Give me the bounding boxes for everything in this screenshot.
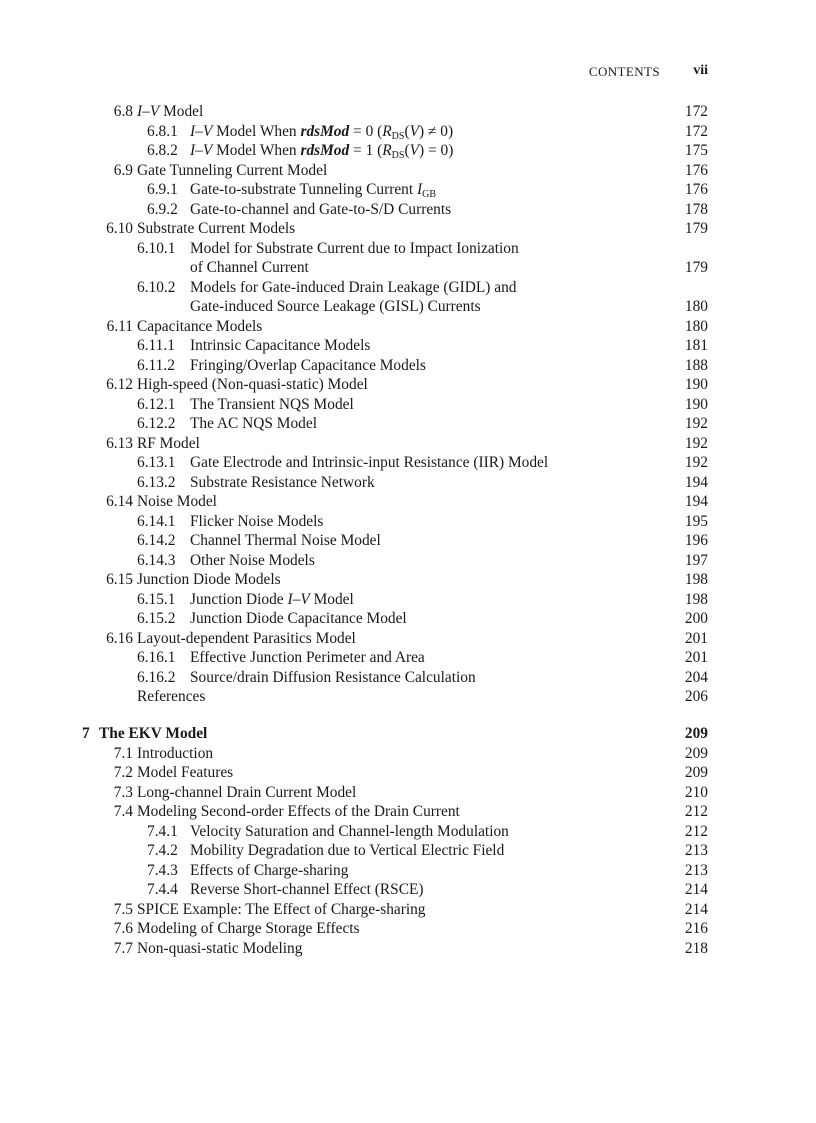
section-title: Gate-to-substrate Tunneling Current $I_{GB}$ — [190, 181, 437, 200]
toc-entry — [0, 336, 816, 356]
toc-entry-references — [0, 687, 816, 707]
page-ref: 216 — [684, 920, 708, 937]
page-ref: 172 — [684, 103, 708, 120]
toc-entry — [0, 609, 816, 629]
section-number: 7.7 — [113, 939, 133, 957]
toc-entry — [0, 802, 816, 822]
section-title: The AC NQS Model — [190, 415, 317, 432]
page-ref: 176 — [684, 181, 708, 198]
section-title: Channel Thermal Noise Model — [190, 532, 381, 549]
toc-entry — [0, 473, 816, 493]
toc-chapter — [0, 724, 816, 744]
page-ref: 188 — [684, 356, 708, 374]
page-ref: 197 — [684, 551, 708, 569]
page-ref: 172 — [684, 122, 708, 140]
page-ref: 179 — [684, 220, 708, 237]
section-title: Layout-dependent Parasitics Model — [137, 629, 356, 647]
section-title: Velocity Saturation and Channel-length Modulation — [190, 822, 509, 840]
section-title: Gate Electrode and Intrinsic-input Resistance (IIR) Model — [190, 454, 549, 471]
section-number: 7.4.4 — [147, 881, 178, 898]
page-ref: 201 — [684, 649, 708, 666]
toc-entry — [0, 629, 816, 649]
section-title: Substrate Resistance Network — [190, 473, 375, 491]
toc-entry — [0, 161, 816, 181]
section-title: High-speed (Non-quasi-static) Model — [137, 376, 368, 393]
toc-entry — [0, 239, 816, 259]
section-title: Models for Gate-induced Drain Leakage (GIDL) and — [190, 278, 517, 296]
section-title: Junction Diode I–V Model — [190, 590, 354, 608]
toc-entry — [0, 141, 816, 161]
toc-entry — [0, 570, 816, 590]
section-number: 6.10 — [106, 220, 133, 237]
toc-entry — [0, 822, 816, 842]
toc-entry — [0, 375, 816, 395]
section-number: 6.14 — [106, 493, 133, 510]
running-header — [0, 63, 816, 81]
section-number: 7.4 — [113, 803, 133, 820]
toc-entry — [0, 414, 816, 434]
page-ref: 206 — [684, 688, 708, 705]
page-ref: 198 — [684, 571, 708, 588]
page-ref: 195 — [684, 512, 708, 530]
page-ref: 179 — [684, 259, 708, 276]
section-number: 6.15.1 — [137, 590, 176, 608]
toc-entry — [0, 900, 816, 920]
page-ref: 181 — [684, 337, 708, 354]
toc-entry — [0, 763, 816, 783]
section-number: 7.4.2 — [147, 842, 178, 859]
page-ref: 178 — [684, 200, 708, 218]
section-number: 7.5 — [113, 900, 133, 918]
section-title: Junction Diode Models — [137, 571, 281, 588]
section-number: 6.9 — [113, 161, 133, 179]
section-title: Modeling Second-order Effects of the Drain Current — [137, 803, 460, 820]
page-ref: 209 — [684, 725, 708, 742]
page-ref: 204 — [684, 668, 708, 686]
toc-entry — [0, 453, 816, 473]
section-number: 6.12.2 — [137, 415, 176, 432]
toc-entry — [0, 434, 816, 454]
section-title: The Transient NQS Model — [190, 395, 354, 413]
page-ref: 176 — [684, 161, 708, 179]
section-number: 6.16.1 — [137, 649, 176, 666]
section-number: 6.10.2 — [137, 278, 176, 296]
section-number: 7.4.1 — [147, 822, 178, 840]
chapter-title: The EKV Model — [99, 725, 208, 742]
section-number: 6.16 — [106, 629, 133, 647]
toc-entry — [0, 551, 816, 571]
section-title: Gate Tunneling Current Model — [137, 161, 328, 179]
page-ref: 209 — [684, 764, 708, 781]
toc-entry — [0, 492, 816, 512]
toc-entry — [0, 648, 816, 668]
section-title: I–V Model When rdsMod = 1 $(R_{DS}(V) = 0)$ — [190, 142, 454, 161]
section-number: 6.14.1 — [137, 512, 176, 530]
section-number: 6.16.2 — [137, 668, 176, 686]
toc-entry — [0, 841, 816, 861]
section-title: Modeling of Charge Storage Effects — [137, 920, 360, 937]
toc-entry — [0, 278, 816, 298]
section-title: Intrinsic Capacitance Models — [190, 337, 371, 354]
section-number: 7.3 — [113, 783, 133, 801]
page-ref: 196 — [684, 532, 708, 549]
section-number: 7.4.3 — [147, 861, 178, 879]
toc-entry — [0, 590, 816, 610]
chapter-number: 7 — [82, 725, 90, 742]
section-number: 6.15.2 — [137, 610, 176, 627]
page-ref: 180 — [684, 317, 708, 335]
section-title: Effective Junction Perimeter and Area — [190, 649, 425, 666]
toc-entry — [0, 102, 816, 122]
toc-entry — [0, 122, 816, 142]
section-number: 6.13.1 — [137, 454, 176, 471]
section-number: 6.11.2 — [137, 356, 175, 374]
toc-entry — [0, 219, 816, 239]
section-title: Flicker Noise Models — [190, 512, 324, 530]
section-title: Long-channel Drain Current Model — [137, 783, 357, 801]
section-number: 6.9.1 — [147, 181, 178, 198]
section-title: of Channel Current — [190, 259, 309, 276]
section-title: Other Noise Models — [190, 551, 315, 569]
section-number: 6.11 — [106, 317, 133, 335]
section-number: 7.1 — [113, 744, 133, 762]
section-title: Gate-to-channel and Gate-to-S/D Currents — [190, 200, 452, 218]
page-ref: 214 — [684, 881, 708, 898]
page-ref: 198 — [684, 590, 708, 608]
toc-entry — [0, 744, 816, 764]
toc-entry-continuation — [0, 258, 816, 278]
page-ref: 190 — [684, 376, 708, 393]
toc-entry — [0, 939, 816, 959]
section-number: 6.10.1 — [137, 239, 176, 257]
section-title: SPICE Example: The Effect of Charge-sharing — [137, 900, 426, 918]
section-number: 6.15 — [106, 571, 133, 588]
page-ref: 210 — [684, 783, 708, 801]
section-number: 6.9.2 — [147, 200, 178, 218]
section-title: Model Features — [137, 764, 234, 781]
page-ref: 192 — [684, 415, 708, 432]
page-ref: 214 — [684, 900, 708, 918]
section-title: RF Model — [137, 434, 200, 452]
section-title: Reverse Short-channel Effect (RSCE) — [190, 881, 424, 898]
section-title: Mobility Degradation due to Vertical Electric Field — [190, 842, 505, 859]
section-number: 6.8.2 — [147, 142, 178, 159]
section-title: Noise Model — [137, 493, 217, 510]
page-ref: 201 — [684, 629, 708, 647]
page-ref: 175 — [684, 142, 708, 159]
page-ref: 213 — [684, 842, 708, 859]
toc-entry — [0, 200, 816, 220]
toc-entry — [0, 512, 816, 532]
section-number: 6.8.1 — [147, 122, 178, 140]
section-number: 6.12.1 — [137, 395, 176, 413]
section-number: 7.6 — [113, 920, 133, 937]
toc-entry — [0, 356, 816, 376]
section-number: 6.14.3 — [137, 551, 176, 569]
section-title: Substrate Current Models — [137, 220, 296, 237]
section-number: 6.11.1 — [137, 337, 175, 354]
section-number: 6.8 — [113, 103, 133, 120]
page-ref: 212 — [684, 822, 708, 840]
section-title: Non-quasi-static Modeling — [137, 939, 303, 957]
page-ref: 190 — [684, 395, 708, 413]
section-title: Model for Substrate Current due to Impact Ionization — [190, 239, 519, 257]
section-number: 6.14.2 — [137, 532, 176, 549]
toc-entry — [0, 783, 816, 803]
section-title: Capacitance Models — [137, 317, 263, 335]
toc-entry — [0, 861, 816, 881]
toc-entry — [0, 395, 816, 415]
section-title: Source/drain Diffusion Resistance Calculation — [190, 668, 476, 686]
section-number: 6.12 — [106, 376, 133, 393]
page-ref: 209 — [684, 744, 708, 762]
toc-entry — [0, 668, 816, 688]
section-title: Introduction — [137, 744, 214, 762]
page-ref: 200 — [684, 610, 708, 627]
toc-entry — [0, 180, 816, 200]
section-number: 6.13.2 — [137, 473, 176, 491]
section-title: Gate-induced Source Leakage (GISL) Currents — [190, 298, 481, 315]
section-title: Effects of Charge-sharing — [190, 861, 349, 879]
page-ref: 194 — [684, 493, 708, 510]
section-title: I–V Model — [137, 103, 204, 120]
section-number: 6.13 — [106, 434, 133, 452]
page-ref: 218 — [684, 939, 708, 957]
toc-entry — [0, 317, 816, 337]
page-ref: 192 — [684, 434, 708, 452]
toc-entry — [0, 531, 816, 551]
page-ref: 194 — [684, 473, 708, 491]
page-number: vii — [693, 63, 708, 78]
page-ref: 213 — [684, 861, 708, 879]
toc-entry-continuation — [0, 297, 816, 317]
section-title: I–V Model When rdsMod = 0 $(R_{DS}(V) \ne 0)$ — [190, 122, 454, 142]
section-title: Junction Diode Capacitance Model — [190, 610, 407, 627]
page-ref: 212 — [684, 803, 708, 820]
page-ref: 180 — [684, 298, 708, 315]
section-number: 7.2 — [113, 764, 133, 781]
toc-entry — [0, 880, 816, 900]
toc-entry — [0, 919, 816, 939]
section-title: Fringing/Overlap Capacitance Models — [190, 356, 426, 374]
page-ref: 192 — [684, 454, 708, 471]
section-title: References — [137, 688, 206, 705]
running-title: CONTENTS — [588, 64, 660, 79]
